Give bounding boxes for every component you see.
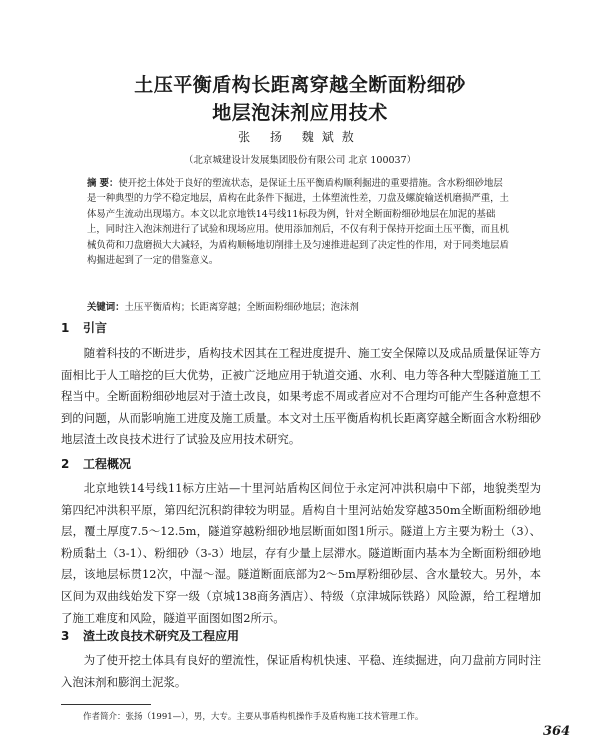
paper-title-line-2: 地层泡沫剂应用技术 [212,102,388,124]
section-heading-1 [61,319,107,336]
section-paragraph-2: 北京地铁14号线11标方庄站—十里河站盾构区间位于永定河冲洪积扇中下部，地貌类型为第四纪冲洪积平原，第四纪沉积韵律较为明显。盾构自十里河站始发穿越350m全断面粉细砂地层，覆土厚度7.5～12.5m，隧道穿越粉细砂地层断面如图1所示。隧道上方主要为粉土（3）、粉质黏土（3-1）、粉细砂（3-3）地层，存有少量上层滞水。隧道断面内基本为全断面粉细砂地层，该地层标贯12次，中湿～湿。隧道断面底部为2～5m厚粉细砂层、含水量较大。另外，本区间为双曲线始发下穿一级（京城138商务酒店）、特级（京津城际铁路）风险源，给工程增加了施工难度和风险，隧道平面图如图2所示。 [61,481,541,625]
section-title: 渣土改良技术研究及工程应用 [83,629,240,643]
paper-title-line-1: 土压平衡盾构长距离穿越全断面粉细砂 [134,74,466,96]
section-number: 1 [61,321,70,335]
section-paragraph-3: 为了使开挖土体具有良好的塑流性，保证盾构机快速、平稳、连续掘进，向刀盘前方同时注入泡沫剂和膨润土泥浆。 [61,653,541,689]
section-heading-2 [61,455,131,472]
keywords [87,299,511,313]
section-number: 2 [61,457,70,471]
section-title: 工程概况 [83,457,132,471]
authors: 张 扬 魏斌敖 [238,130,362,144]
section-heading-3 [61,627,239,644]
page-number: 364 [543,724,571,739]
abstract [87,176,511,268]
abstract-label: 摘 要： [87,178,119,189]
keywords-text: 土压平衡盾构；长距离穿越；全断面粉细砂地层；泡沫剂 [124,302,359,313]
section-title: 引言 [83,321,108,335]
abstract-text: 使开挖土体处于良好的塑流状态，是保证土压平衡盾构顺利掘进的重要措施。含水粉细砂地层是一种典型的力学不稳定地层，盾构在此条件下掘进，土体塑流性差，刀盘及螺旋输送机磨损严重，土体易产生流动出现塌方。本文以北京地铁14号线11标段为例，针对全断面粉细砂地层在加泥的基础上，同时注入泡沫剂进行了试验和现场应用。使用添加剂后，不仅有利于保持开挖面土压平衡，而且机械负荷和刀盘磨损大大减轻，为盾构顺畅地切削排土及匀速推进起到了决定性的作用，对于同类地层盾构掘进起到了一定的借鉴意义。 [87,178,509,267]
section-paragraph-1: 随着科技的不断进步，盾构技术因其在工程进度提升、施工安全保障以及成品质量保证等方面相比于人工暗挖的巨大优势，正被广泛地应用于轨道交通、水利、电力等各种大型隧道施工工程当中。全断面粉细砂地层对于渣土改良，如果考虑不周或者应对不合理均可能产生各种意想不到的问题，从而影响施工进度及施工质量。本文对土压平衡盾构机长距离穿越全断面含水粉细砂地层渣土改良技术进行了试验及应用技术研究。 [61,346,541,447]
affiliation: （北京城建设计发展集团股份有限公司 北京 100037） [183,155,417,166]
section-number: 3 [61,629,70,643]
footnote-divider [61,704,151,705]
keywords-label: 关键词： [87,302,125,313]
author-footnote: 作者简介：张扬（1991—），男，大专。主要从事盾构机操作手及盾构施工技术管理工作。 [83,712,424,722]
